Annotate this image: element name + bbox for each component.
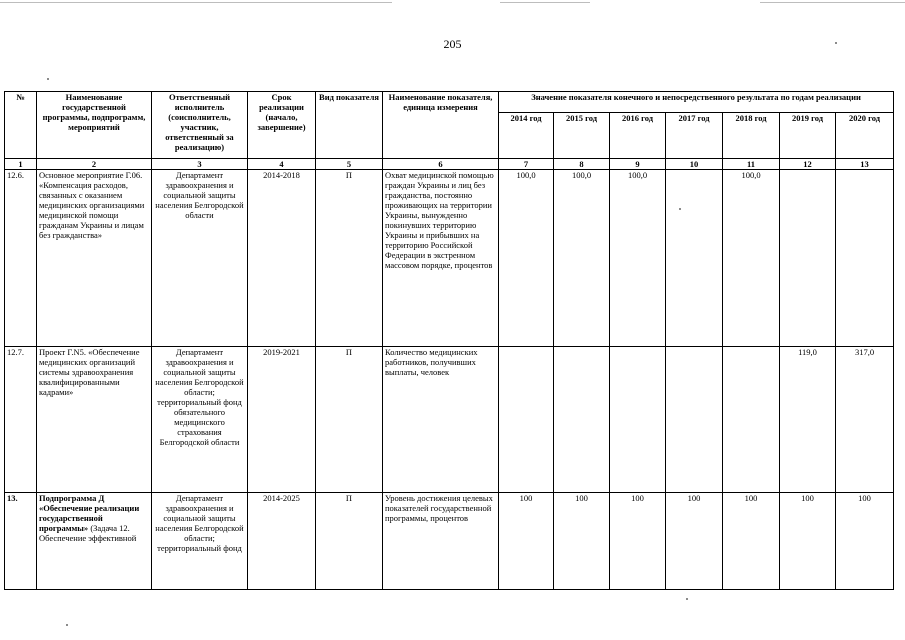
row-term: 2014-2018 — [248, 170, 316, 347]
column-number: 1 — [5, 159, 37, 170]
row-responsible: Департамент здравоохранения и социальной защиты населения Белгородской области — [152, 170, 248, 347]
row-indicator: Количество медицинских работников, получивших выплаты, человек — [383, 347, 499, 493]
header-year: 2015 год — [554, 113, 610, 159]
table-row — [5, 347, 894, 493]
column-number: 2 — [37, 159, 152, 170]
row-type: П — [316, 493, 383, 590]
header-year: 2016 год — [610, 113, 666, 159]
header-row-1 — [5, 92, 894, 113]
column-number: 4 — [248, 159, 316, 170]
row-value: 100 — [666, 493, 723, 590]
column-number: 7 — [499, 159, 554, 170]
header-name: Наименование государственной программы, подпрограмм, мероприятий — [37, 92, 152, 159]
header-year: 2017 год — [666, 113, 723, 159]
row-name: Проект Г.N5. «Обеспечение медицинских организаций системы здравоохранения квалифицированными кадрами» — [37, 347, 152, 493]
column-number: 9 — [610, 159, 666, 170]
header-responsible: Ответственный исполнитель (соисполнитель, участник, ответственный за реализацию) — [152, 92, 248, 159]
row-type: П — [316, 170, 383, 347]
row-value — [780, 170, 836, 347]
column-number: 10 — [666, 159, 723, 170]
page-number: 205 — [443, 37, 462, 51]
row-value — [836, 170, 894, 347]
column-number: 12 — [780, 159, 836, 170]
header-year: 2018 год — [723, 113, 780, 159]
row-number: 12.6. — [5, 170, 37, 347]
results-table — [4, 91, 894, 590]
header-indicator-name: Наименование показателя, единица измерения — [383, 92, 499, 159]
row-responsible: Департамент здравоохранения и социальной защиты населения Белгородской области; территориальный фонд — [152, 493, 248, 590]
row-number: 13. — [5, 493, 37, 590]
column-number: 5 — [316, 159, 383, 170]
row-name: Основное мероприятие Г.06. «Компенсация расходов, связанных с оказанием медицинских организациями медицинской помощи гражданам Украины и лицам без гражданства» — [37, 170, 152, 347]
row-value: 317,0 — [836, 347, 894, 493]
header-year: 2014 год — [499, 113, 554, 159]
row-number: 12.7. — [5, 347, 37, 493]
top-rule-mid — [500, 2, 590, 3]
header-no: № — [5, 92, 37, 159]
column-number: 3 — [152, 159, 248, 170]
header-term: Срок реализации (начало, завершение) — [248, 92, 316, 159]
row-indicator: Охват медицинской помощью граждан Украины и лиц без гражданства, постоянно проживающих на территории Украины, вынужденно покинувших территорию Украины и прибывших на территорию Российской Федерации в экстренном массовом порядке, процентов — [383, 170, 499, 347]
row-value: 100,0 — [499, 170, 554, 347]
row-responsible: Департамент здравоохранения и социальной защиты населения Белгородской области; территориальный фонд обязательного медицинского страхования Белгородской области — [152, 347, 248, 493]
header-year: 2020 год — [836, 113, 894, 159]
scan-speck — [66, 624, 68, 626]
scan-speck — [679, 208, 681, 210]
column-number: 13 — [836, 159, 894, 170]
row-value: 100,0 — [723, 170, 780, 347]
row-value — [666, 347, 723, 493]
row-value — [610, 347, 666, 493]
scan-speck — [835, 42, 837, 44]
subprogram-task: (Задача 12. Обеспечение эффективной — [39, 523, 137, 543]
subprogram-title: Подпрограмма Д «Обеспечение реализации государственной программы» — [39, 493, 140, 533]
scan-speck — [47, 78, 49, 80]
row-value: 100 — [554, 493, 610, 590]
row-term: 2019-2021 — [248, 347, 316, 493]
column-number-row — [5, 159, 894, 170]
row-type: П — [316, 347, 383, 493]
scan-speck — [686, 598, 688, 600]
header-indicator-type: Вид показателя — [316, 92, 383, 159]
row-value: 100 — [610, 493, 666, 590]
column-number: 8 — [554, 159, 610, 170]
header-year: 2019 год — [780, 113, 836, 159]
row-value: 100 — [723, 493, 780, 590]
top-rule-right — [760, 2, 905, 3]
row-value: 100,0 — [554, 170, 610, 347]
row-value — [554, 347, 610, 493]
row-value: 119,0 — [780, 347, 836, 493]
column-number: 6 — [383, 159, 499, 170]
row-value: 100,0 — [610, 170, 666, 347]
row-value: 100 — [836, 493, 894, 590]
row-value: 100 — [499, 493, 554, 590]
row-indicator: Уровень достижения целевых показателей государственной программы, процентов — [383, 493, 499, 590]
top-rule-left — [0, 2, 392, 3]
row-value — [666, 170, 723, 347]
row-name-wrap — [39, 493, 149, 543]
header-values-group: Значение показателя конечного и непосредственного результата по годам реализации — [499, 92, 894, 113]
table-row — [5, 170, 894, 347]
row-name — [37, 493, 152, 590]
row-term: 2014-2025 — [248, 493, 316, 590]
column-number: 11 — [723, 159, 780, 170]
row-value — [499, 347, 554, 493]
table-row — [5, 493, 894, 590]
row-value — [723, 347, 780, 493]
row-value: 100 — [780, 493, 836, 590]
